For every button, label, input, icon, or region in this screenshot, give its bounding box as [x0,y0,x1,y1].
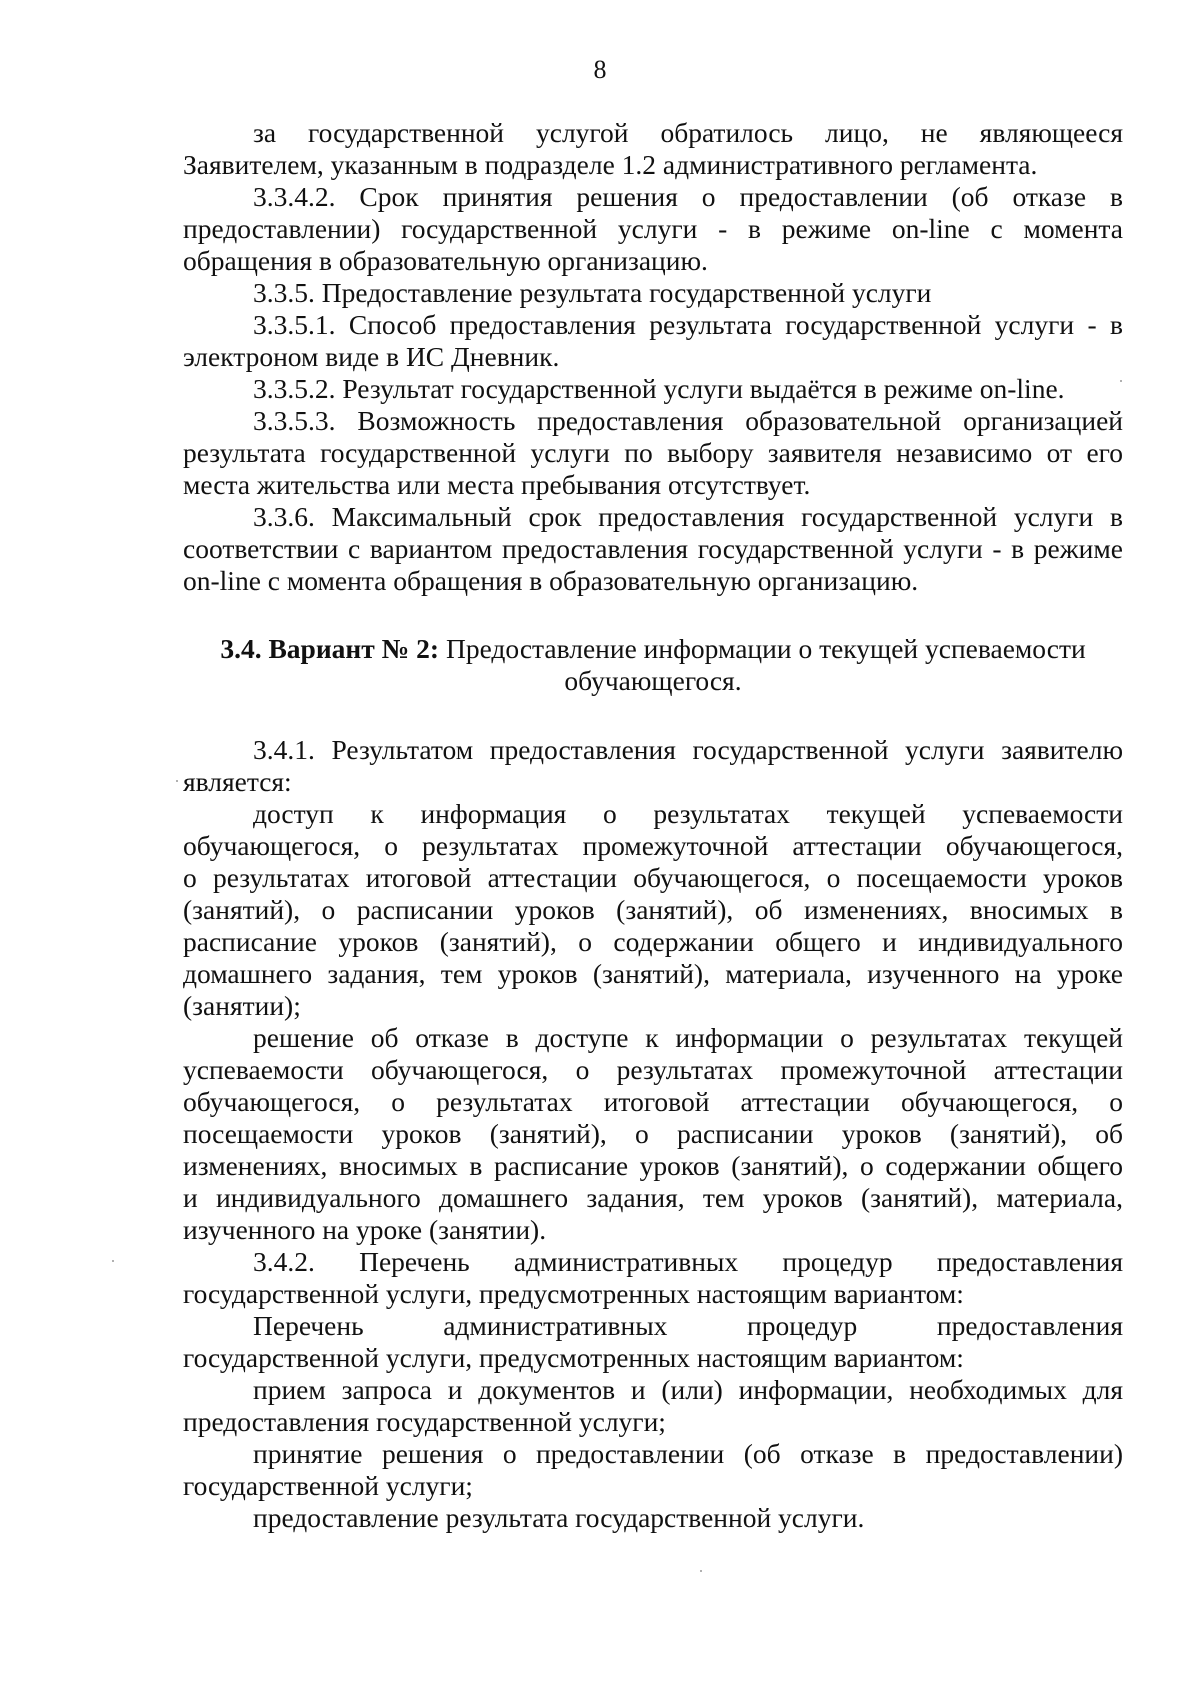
text-line: прием запроса и документов и (или) информации, необходимых для [253,1374,1123,1405]
scan-speck [1120,380,1122,382]
text-line: домашнего задания, тем уроков (занятий), материала, изученного на уроке [183,958,1123,989]
paragraph-3-3-6 [183,501,1123,597]
text-line: 3.4.1. Результатом предоставления государственной услуги заявителю [253,734,1123,765]
paragraph-access [183,798,1123,1022]
text-line: успеваемости обучающегося, о результатах промежуточной аттестации [183,1054,1123,1085]
paragraph-3-3-4-2 [183,181,1123,277]
text-line: места жительства или места пребывания отсутствует. [183,469,811,500]
text-line: обучающегося, о результатах промежуточной аттестации обучающегося, [183,830,1123,861]
text-line: за государственной услугой обратилось лицо, не являющееся [253,117,1123,148]
paragraph-3-3-5-2 [183,373,1123,405]
text-line: государственной услуги; [183,1470,473,1501]
text-line: является: [183,766,292,797]
text-line: посещаемости уроков (занятий), о расписании уроков (занятий), об [183,1118,1123,1149]
text-line: 3.3.5.2. Результат государственной услуги выдаётся в режиме on-line. [253,373,1065,404]
heading-line [183,633,1123,665]
paragraph-procedure-result [183,1502,1123,1534]
text-line: (занятии); [183,990,301,1021]
text-line: 3.3.5.3. Возможность предоставления образовательной организацией [253,405,1123,436]
text-line: расписание уроков (занятий), о содержании общего и индивидуального [183,926,1123,957]
text-line: электроном виде в ИС Дневник. [183,341,560,372]
paragraph-3-3-5-3 [183,405,1123,501]
text-line: изменениях, вносимых в расписание уроков (занятий), о содержании общего [183,1150,1123,1181]
heading-line: обучающегося. [564,665,742,696]
text-line: 3.3.5.1. Способ предоставления результата государственной услуги - в [253,309,1123,340]
paragraph-refusal [183,1022,1123,1246]
text-line: обучающегося, о результатах итоговой аттестации обучающегося, о [183,1086,1123,1117]
text-line: изученного на уроке (занятии). [183,1214,547,1245]
text-line: on-line с момента обращения в образовательную организацию. [183,565,919,596]
page-number: 8 [593,55,607,84]
paragraph-3-4-1 [183,734,1123,798]
text-line: (занятий), о расписании уроков (занятий), об изменениях, вносимых в [183,894,1123,925]
text-line: 3.3.5. Предоставление результата государственной услуги [253,277,932,308]
paragraph-procedure-intake [183,1374,1123,1438]
text-line: обращения в образовательную организацию. [183,245,708,276]
text-line: 3.4.2. Перечень административных процедур предоставления [253,1246,1123,1277]
heading-title: Предоставление информации о текущей успеваемости [439,633,1086,664]
paragraph-procedures-list [183,1310,1123,1374]
text-line: решение об отказе в доступе к информации о результатах текущей [253,1022,1123,1053]
text-line: Заявителем, указанным в подразделе 1.2 административного регламента. [183,149,1038,180]
text-line: предоставления государственной услуги; [183,1406,666,1437]
text-line: государственной услуги, предусмотренных настоящим вариантом: [183,1342,964,1373]
text-line: государственной услуги, предусмотренных настоящим вариантом: [183,1278,964,1309]
text-line: предоставлении) государственной услуги - в режиме on-line с момента [183,213,1123,244]
section-heading [183,633,1123,697]
paragraph-3-4-2 [183,1246,1123,1310]
text-line: о результатах итоговой аттестации обучающегося, о посещаемости уроков [183,862,1123,893]
text-line: результата государственной услуги по выбору заявителя независимо от его [183,437,1123,468]
text-line: предоставление результата государственной услуги. [253,1502,865,1533]
text-line: Перечень административных процедур предоставления [253,1310,1123,1341]
paragraph-3-3-5 [183,277,1123,309]
text-line: соответствии с вариантом предоставления государственной услуги - в режиме [183,533,1123,564]
scan-speck [700,1570,702,1572]
text-line: 3.3.6. Максимальный срок предоставления государственной услуги в [253,501,1123,532]
text-line: 3.3.4.2. Срок принятия решения о предоставлении (об отказе в [253,181,1123,212]
paragraph-procedure-decision [183,1438,1123,1502]
scan-speck [176,780,178,782]
text-line: принятие решения о предоставлении (об отказе в предоставлении) [253,1438,1123,1469]
text-line: и индивидуального домашнего задания, тем уроков (занятий), материала, [183,1182,1123,1213]
paragraph-3-3-5-1 [183,309,1123,373]
scan-speck [112,1260,114,1262]
paragraph-applicant [183,117,1123,181]
text-line: доступ к информация о результатах текущей успеваемости [253,798,1123,829]
heading-variant: 3.4. Вариант № 2: [220,633,440,664]
